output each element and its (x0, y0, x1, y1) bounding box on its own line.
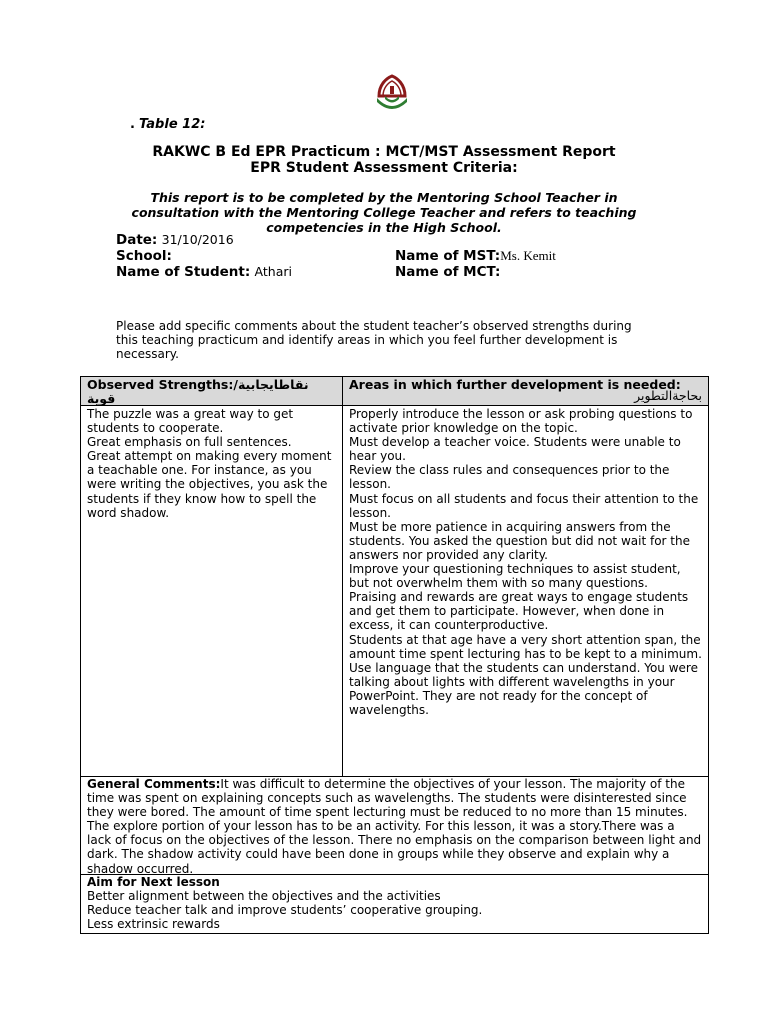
aim-item: Reduce teacher talk and improve students’ cooperative grouping. (87, 903, 483, 918)
table-header-row (81, 377, 708, 406)
development-item: Must be more patience in acquiring answers from the students. You asked the question but did not wait for the answers nor provided any clarity. (349, 519, 690, 562)
date-label: Date: (116, 232, 158, 248)
development-item: Praising and rewards are great ways to engage students and get them to participate. However, when done in excess, it can counterproductive. (349, 590, 689, 633)
strength-item: Great emphasis on full sentences. (87, 435, 292, 450)
strengths-header-text: Observed Strengths: (87, 377, 234, 392)
development-header-text: Areas in which further development is needed: (349, 377, 681, 392)
aim-item: Less extrinsic rewards (87, 917, 220, 932)
report-intro: This report is to be completed by the Mentoring School Teacher in consultation with the Mentoring College Teacher and refers to teaching competencies in the High School. (131, 190, 637, 235)
aim-next-lesson-row (81, 875, 708, 933)
date-value: 31/10/2016 (161, 232, 234, 247)
strengths-header-arabic: نقاطايجابية/ قوية (87, 377, 309, 407)
bullet-dot: . (130, 117, 135, 132)
strengths-header (81, 377, 343, 405)
report-title: RAKWC B Ed EPR Practicum : MCT/MST Assessment Report (152, 144, 616, 160)
assessment-table (80, 376, 709, 934)
instructions-text: Please add specific comments about the student teacher’s observed strengths during this teaching practicum and identify areas in which you feel further development is necessary. (116, 319, 632, 361)
strength-item: Great attempt on making every moment a teachable one. For instance, as you were writing the objectives, you ask the students if they know how to spell the word shadow. (87, 449, 332, 520)
development-item: Improve your questioning techniques to assist student, but not overwhelm them with so many questions. (349, 562, 681, 591)
mst-label: Name of MST: (395, 248, 501, 264)
aim-item: Better alignment between the objectives and the activities (87, 889, 441, 904)
strengths-cell (81, 406, 343, 776)
development-item: Must focus on all students and focus their attention to the lesson. (349, 491, 699, 520)
mct-label: Name of MCT: (395, 264, 501, 280)
table-label-text: Table 12: (138, 117, 206, 132)
school-label: School: (116, 248, 172, 264)
mct-field (395, 264, 500, 280)
comments-row (81, 406, 708, 777)
student-value: Athari (254, 264, 292, 279)
mst-value: Ms. Kemit (500, 248, 556, 263)
development-item: Students at that age have a very short attention span, the amount time spent lecturing has to be kept to a minimum. (349, 632, 702, 661)
student-label: Name of Student: (116, 264, 251, 280)
college-logo-icon (373, 74, 411, 114)
school-field (116, 248, 172, 264)
development-item: Must develop a teacher voice. Students were unable to hear you. (349, 435, 681, 464)
development-item: Use language that the students can understand. You were talking about lights with different wavelengths in your PowerPoint. They are not ready for the concept of wavelengths. (349, 660, 698, 717)
development-item: Properly introduce the lesson or ask probing questions to activate prior knowledge on the topic. (349, 407, 693, 436)
table-label (130, 117, 205, 132)
strength-item: The puzzle was a great way to get students to cooperate. (87, 407, 294, 436)
report-subtitle: EPR Student Assessment Criteria: (250, 160, 518, 176)
date-field (116, 232, 234, 248)
development-header-arabic: بحاجةالتطوير (634, 388, 702, 404)
development-item: Review the class rules and consequences prior to the lesson. (349, 463, 670, 492)
aim-label: Aim for Next lesson (87, 875, 220, 889)
general-comments-row (81, 777, 708, 875)
development-cell (343, 406, 708, 776)
student-field (116, 264, 292, 280)
general-comments-text: It was difficult to determine the objectives of your lesson. The majority of the time was spent on explaining concepts such as wavelengths. The students were disinterested since they were bored. The amount of time spent lecturing must be reduced to no more than 15 minutes. The explore portion of your lesson has to be an activity. For this lesson, it was a story.There was a lack of focus on the objectives of the lesson. There no emphasis on the comparison between light and dark. The shadow activity could have been done in groups while they observe and explain why a shadow occurred. (87, 777, 702, 876)
general-comments-label: General Comments: (87, 777, 221, 791)
development-header (343, 377, 708, 405)
mst-field (395, 248, 556, 264)
